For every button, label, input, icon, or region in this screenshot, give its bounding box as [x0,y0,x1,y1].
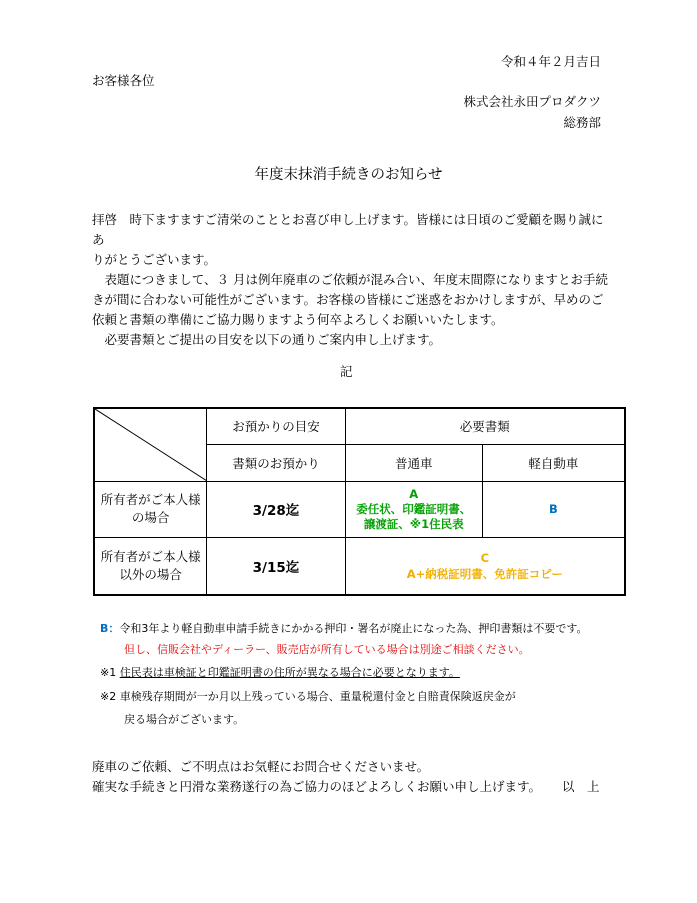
note-1 [100,664,460,680]
para1-line2: りがとうございます。 [92,252,217,267]
row2-docs-text: A+納税証明書、免許証コピー [406,566,563,581]
note-b [100,620,588,636]
note-2-line1: 車検残存期間が一か月以上残っている場合、重量税還付金と自賠責保険返戻金が [119,690,516,703]
note-2-line2: 戻る場合がございます。 [124,713,245,726]
row1-label [94,481,207,537]
header-deadline: お預かりの目安 [207,408,345,444]
row2-docs [345,537,625,595]
body-paragraphs [92,210,612,350]
closing-ijou: 以 上 [562,779,600,794]
para1-line1: 拝啓 時下ますますご清栄のこととお喜び申し上げます。皆様には日頃のご愛顧を賜り誠にあ [92,212,604,247]
note-2 [100,688,516,704]
row1-regular-line1: 委任状、印鑑証明書、 [356,501,472,516]
document-title: 年度末抹消手続きのお知らせ [254,167,443,183]
para2-line3: 依頼と書類の準備にご協力賜りますよう何卒よろしくお願いいたします。 [92,312,504,327]
note-2-mark: ※2 [100,690,117,703]
diagonal-header-cell [94,408,207,481]
recipient: お客様各位 [92,73,155,88]
para3: 必要書類とご提出の目安を以下の通りご案内申し上げます。 [92,332,442,347]
header-kei-car: 軽自動車 [482,444,625,481]
company-name: 株式会社永田プロダクツ [463,94,601,109]
note-b-label: B： [100,622,120,635]
document-date: 令和４年２月吉日 [500,54,601,69]
para2-line2: きが間に合わない可能性がございます。お客様の皆様にご迷惑をおかけしますが、早めのご [92,292,604,307]
row1-label-line1: 所有者がご本人様 [100,492,201,507]
row2-label-line2: 以外の場合 [119,566,182,582]
row1-regular-line2: 譲渡証、※1住民表 [363,516,464,531]
row1-regular-code: A [409,486,419,501]
note-b-warning: 但し、信販会社やディーラー、販売店が所有している場合は別途ご相談ください。 [124,643,530,656]
header-regular-car: 普通車 [345,444,482,481]
diagonal-line [95,409,206,481]
para2-line1: 表題につきまして、３ 月は例年廃車のご依頼が混み合い、年度末間際になりますとお手続 [92,272,608,287]
row1-kei-docs: B [482,481,625,537]
department-name: 総務部 [563,115,601,130]
row1-regular-docs [345,481,482,537]
documents-table [93,407,626,596]
note-1-mark: ※1 [100,666,117,679]
header-documents: 必要書類 [345,408,625,444]
note-1-text: 住民表は車検証と印鑑証明書の住所が異なる場合に必要となります。 [119,666,460,679]
row2-label-line1: 所有者がご本人様 [100,548,201,564]
closing-line2: 確実な手続きと円滑な業務遂行の為ご協力のほどよろしくお願い申し上げます。 [92,779,542,794]
row1-label-line2: の場合 [131,510,170,525]
row2-date: 3/15迄 [207,537,345,595]
note-b-text: 令和3年より軽自動車申請手続きにかかる押印・署名が廃止になった為、押印書類は不要です。 [119,622,588,635]
ki-mark: 記 [340,364,353,379]
row1-date: 3/28迄 [207,481,345,537]
header-doc-receipt: 書類のお預かり [207,444,345,481]
row2-label [94,537,207,595]
closing-line1: 廃車のご依頼、ご不明点はお気軽にお問合せくださいませ。 [92,759,430,774]
row2-code: C [480,550,490,565]
